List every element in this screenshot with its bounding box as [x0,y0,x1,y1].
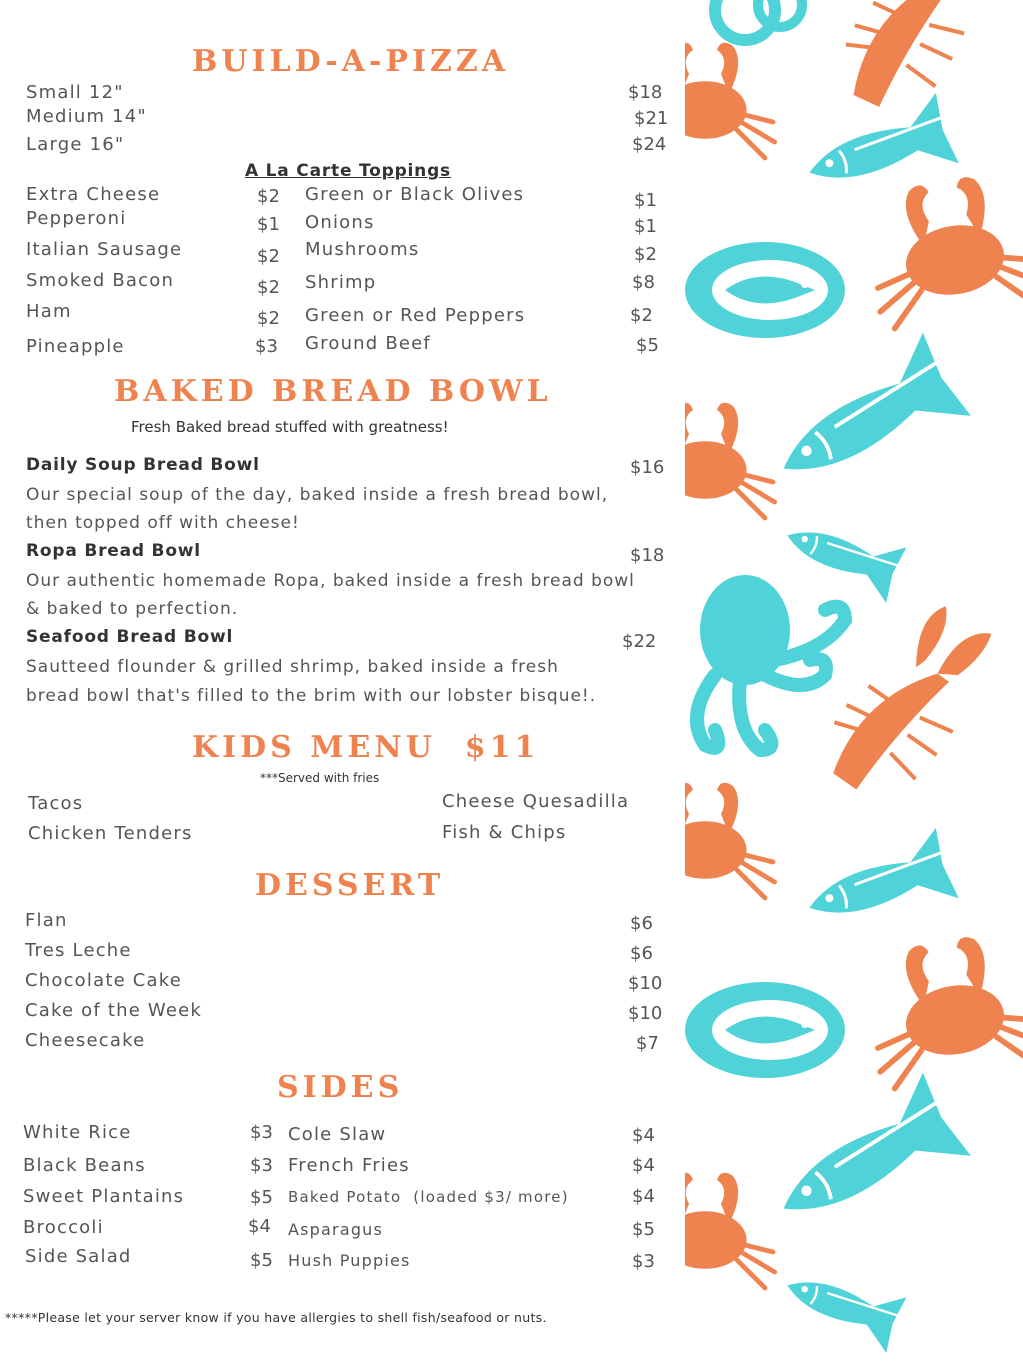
side-item: Hush Puppies [288,1251,411,1270]
topping-left-item: Pepperoni [26,208,127,229]
side-item: White Rice [23,1122,132,1143]
bread-item-desc: then topped off with cheese! [26,513,300,533]
topping-right-item: Green or Black Olives [305,184,525,205]
bread-item-price: $18 [630,545,665,566]
pizza-title: BUILD-A-PIZZA [192,44,510,79]
side-price: $3 [632,1251,655,1272]
side-price: $4 [632,1155,655,1176]
dessert-item: Flan [25,910,68,931]
topping-right-price: $5 [636,335,659,356]
dessert-price: $10 [628,1003,663,1024]
topping-right-price: $2 [630,305,653,326]
kids-item: Tacos [28,793,84,814]
topping-left-item: Pineapple [26,336,125,357]
side-price: $5 [632,1219,655,1240]
topping-left-price: $2 [257,277,280,298]
side-price: $3 [250,1155,273,1176]
side-item: Broccoli [23,1217,104,1238]
dessert-item: Cake of the Week [25,1000,203,1021]
pizza-size-small-price: $18 [628,82,663,103]
side-item: Cole Slaw [288,1124,387,1145]
topping-left-item: Italian Sausage [26,239,183,260]
topping-right-price: $1 [634,190,657,211]
side-item: Baked Potato (loaded $3/ more) [288,1188,569,1206]
bread-title: BAKED BREAD BOWL [114,374,552,409]
topping-left-price: $2 [257,246,280,267]
topping-left-price: $1 [257,214,280,235]
side-item: Asparagus [288,1220,384,1239]
bread-item-name: Daily Soup Bread Bowl [26,455,260,475]
topping-right-price: $1 [634,216,657,237]
bread-item-name: Seafood Bread Bowl [26,627,234,647]
kids-item: Fish & Chips [442,822,567,843]
kids-item: Chicken Tenders [28,823,193,844]
side-price: $3 [250,1122,273,1143]
topping-left-price: $2 [257,308,280,329]
sides-title: SIDES [277,1070,404,1105]
dessert-title: DESSERT [255,868,445,903]
kids-item: Cheese Quesadilla [442,791,630,812]
bread-item-price: $22 [622,631,657,652]
pizza-size-large: Large 16" [26,134,125,155]
side-item: Sweet Plantains [23,1186,185,1207]
dessert-item: Cheesecake [25,1030,146,1051]
side-price: $5 [250,1250,273,1271]
bread-item-desc: & baked to perfection. [26,599,239,619]
bread-item-desc: bread bowl that's filled to the brim with our lobster bisque!. [26,686,597,706]
dessert-item: Tres Leche [25,940,132,961]
pizza-size-medium-price: $21 [634,108,669,129]
topping-right-item: Onions [305,212,375,233]
seafood-pattern [685,0,1023,1364]
side-item: French Fries [288,1155,410,1176]
pizza-size-medium: Medium 14" [26,106,147,127]
bread-item-desc: Our authentic homemade Ropa, baked inside a fresh bread bowl [26,571,635,591]
topping-right-item: Green or Red Peppers [305,305,526,326]
bread-item-desc: Sautteed flounder & grilled shrimp, baked inside a fresh [26,657,559,677]
dessert-price: $6 [630,913,653,934]
side-item: Black Beans [23,1155,146,1176]
topping-left-price: $2 [257,186,280,207]
bread-subtitle: Fresh Baked bread stuffed with greatness! [131,418,449,436]
kids-note: ***Served with fries [260,771,380,785]
side-price: $4 [632,1125,655,1146]
topping-right-item: Ground Beef [305,333,431,354]
pizza-size-small: Small 12" [26,82,124,103]
topping-left-item: Smoked Bacon [26,270,175,291]
side-price: $4 [632,1186,655,1207]
dessert-price: $10 [628,973,663,994]
topping-left-price: $3 [255,336,278,357]
topping-left-item: Ham [26,301,72,322]
bread-item-name: Ropa Bread Bowl [26,541,201,561]
topping-right-item: Mushrooms [305,239,420,260]
topping-right-price: $2 [634,244,657,265]
toppings-title: A La Carte Toppings [245,161,451,181]
dessert-item: Chocolate Cake [25,970,183,991]
kids-title: KIDS MENU $11 [192,730,540,765]
topping-left-item: Extra Cheese [26,184,161,205]
dessert-price: $6 [630,943,653,964]
allergy-footer: *****Please let your server know if you have allergies to shell fish/seafood or nuts. [5,1310,547,1325]
pizza-size-large-price: $24 [632,134,667,155]
topping-right-price: $8 [632,272,655,293]
side-price: $5 [250,1187,273,1208]
side-price: $4 [248,1216,271,1237]
bread-item-desc: Our special soup of the day, baked inside a fresh bread bowl, [26,485,609,505]
side-item: Side Salad [25,1246,132,1267]
bread-item-price: $16 [630,457,665,478]
topping-right-item: Shrimp [305,272,377,293]
dessert-price: $7 [636,1033,659,1054]
